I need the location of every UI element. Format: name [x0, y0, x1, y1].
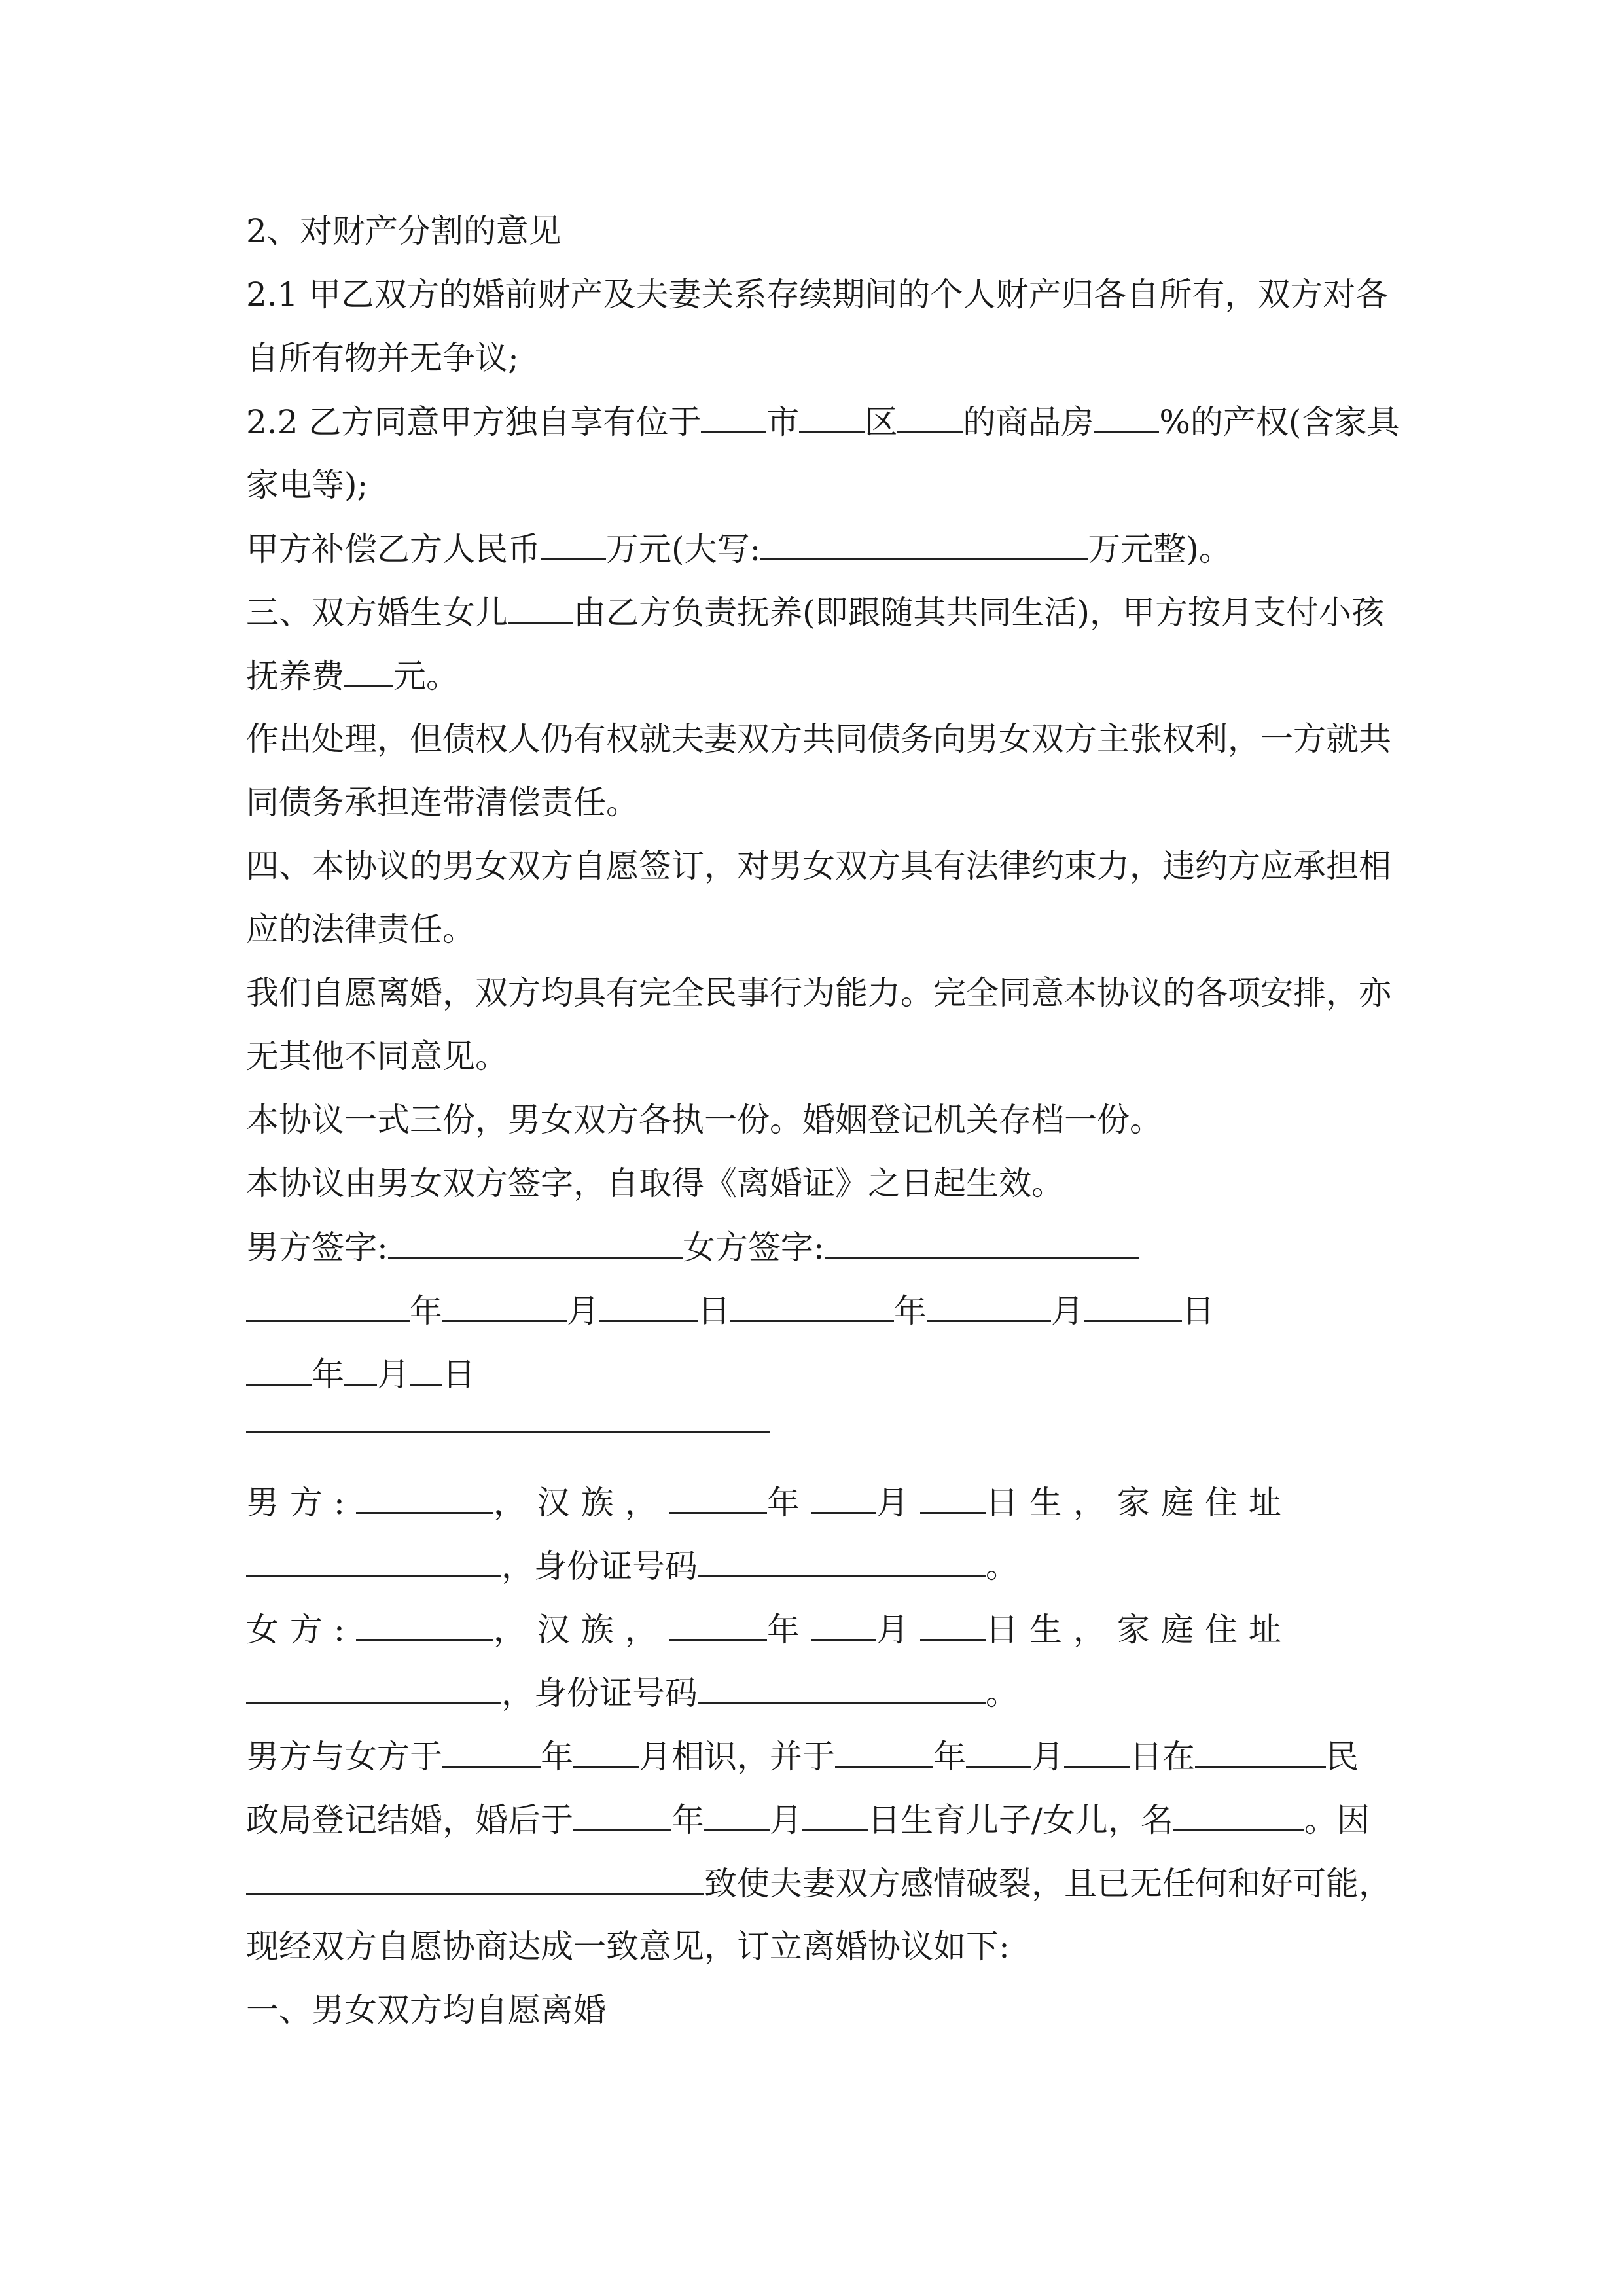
clause-4-line1: 四、本协议的男女双方自愿签订，对男女双方具有法律约束力，违约方应承担相 — [246, 847, 1391, 885]
text: 甲方补偿乙方人民币 — [246, 530, 541, 568]
blank-year — [246, 1351, 312, 1386]
text: 日 — [1182, 1292, 1215, 1330]
copies-line: 本协议一式三份，男女双方各执一份。婚姻登记机关存档一份。 — [246, 1101, 1162, 1139]
text: 由乙方负责抚养(即跟随其共同生活)，甲方按月支付小孩 — [573, 594, 1385, 632]
male-info-line1 — [246, 1479, 1293, 1525]
blank-city — [701, 399, 766, 433]
clause-2-1-line1: 2.1 甲乙双方的婚前财产及夫妻关系存续期间的个人财产归各自所有，双方对各 — [246, 276, 1389, 314]
blank-year — [246, 1287, 410, 1322]
blank-female-name — [356, 1606, 493, 1641]
text: ，汉族， — [493, 1484, 669, 1522]
blank-amount — [541, 526, 606, 560]
debt-line2: 同债务承担连带清偿责任。 — [246, 783, 639, 821]
text: 年 — [766, 1484, 811, 1522]
blank-day — [920, 1479, 986, 1514]
marriage-line2 — [246, 1797, 1370, 1842]
text: ，汉族， — [493, 1611, 669, 1649]
text: 月相识，并于 — [639, 1738, 835, 1776]
text: 年 — [312, 1355, 344, 1393]
blank-amount-words — [760, 526, 1088, 560]
text: 。因 — [1304, 1801, 1370, 1839]
voluntary-line1: 我们自愿离婚，双方均具有完全民事行为能力。完全同意本协议的各项安排，亦 — [246, 974, 1391, 1012]
male-signature-blank — [388, 1224, 683, 1259]
section-heading-property: 2、对财产分割的意见 — [246, 212, 562, 250]
text: 月 — [876, 1484, 920, 1522]
signature-line — [246, 1224, 1139, 1270]
text: 日在 — [1130, 1738, 1195, 1776]
blank-day — [410, 1351, 442, 1386]
text: 年 — [894, 1292, 927, 1330]
text: 日生，家庭住址 — [985, 1611, 1293, 1649]
text: 区 — [865, 403, 898, 441]
blank-child-name — [1173, 1797, 1304, 1831]
compensation-line — [246, 526, 1232, 571]
blank-month — [344, 1351, 377, 1386]
clause-1: 一、男女双方均自愿离婚 — [246, 1991, 606, 2029]
text: 男方: — [246, 1484, 356, 1522]
text: 民 — [1326, 1738, 1359, 1776]
clause-2-1-line2: 自所有物并无争议; — [246, 339, 519, 377]
blank-address — [897, 399, 963, 433]
voluntary-line2: 无其他不同意见。 — [246, 1037, 508, 1075]
female-signature-label: 女方签字: — [682, 1229, 825, 1266]
blank-month — [966, 1733, 1031, 1768]
marriage-line3 — [246, 1860, 1391, 1906]
text: 年 — [671, 1801, 704, 1839]
blank-year — [730, 1287, 894, 1322]
female-info-line2 — [246, 1670, 1018, 1715]
text: 日 — [698, 1292, 730, 1330]
text: 月 — [1031, 1738, 1064, 1776]
text: 日生育儿子/女儿，名 — [868, 1801, 1173, 1839]
blank-female-address — [246, 1670, 501, 1704]
blank-male-id — [698, 1543, 986, 1577]
agreement-intro: 现经双方自愿协商达成一致意见，订立离婚协议如下: — [246, 1928, 1010, 1965]
clause-2-2-line1 — [246, 399, 1399, 444]
text: 日生，家庭住址 — [985, 1484, 1293, 1522]
text: 市 — [766, 403, 800, 441]
marriage-line1 — [246, 1733, 1359, 1779]
blank-year — [442, 1733, 541, 1768]
blank-month — [573, 1733, 639, 1768]
text: 的商品房 — [963, 403, 1094, 441]
blank-daughter-name — [508, 589, 573, 624]
blank-male-name — [356, 1479, 493, 1514]
separator-rule — [246, 1431, 770, 1433]
text: 女方: — [246, 1611, 356, 1649]
blank-male-address — [246, 1543, 501, 1577]
blank-support-amount — [344, 653, 393, 687]
blank-year — [835, 1733, 933, 1768]
text: ，身份证号码 — [501, 1547, 698, 1585]
clause-4-line2: 应的法律责任。 — [246, 910, 475, 948]
blank-month — [811, 1606, 876, 1641]
blank-year — [669, 1606, 767, 1641]
text: 年 — [410, 1292, 442, 1330]
blank-percent — [1094, 399, 1159, 433]
blank-month — [442, 1287, 567, 1322]
blank-month — [811, 1479, 876, 1514]
text: 万元(大写: — [606, 530, 761, 568]
blank-year — [573, 1797, 671, 1831]
blank-female-id — [698, 1670, 986, 1704]
custody-line2 — [246, 653, 459, 698]
text: 男方与女方于 — [246, 1738, 442, 1776]
male-info-line2 — [246, 1543, 1018, 1588]
text: 年 — [766, 1611, 811, 1649]
text: 抚养费 — [246, 657, 344, 695]
text: 月 — [770, 1801, 802, 1839]
debt-line1: 作出处理，但债权人仍有权就夫妻双方共同债务向男女双方主张权利，一方就共 — [246, 720, 1391, 758]
text: 日 — [442, 1355, 475, 1393]
text: 政局登记结婚，婚后于 — [246, 1801, 573, 1839]
text: 2.2 乙方同意甲方独自享有位于 — [246, 403, 702, 441]
text: 元。 — [393, 657, 459, 695]
text: 致使夫妻双方感情破裂，且已无任何和好可能， — [704, 1865, 1391, 1903]
blank-month — [704, 1797, 770, 1831]
blank-district — [799, 399, 865, 433]
text: %的产权(含家具 — [1159, 403, 1400, 441]
effective-line: 本协议由男女双方签字，自取得《离婚证》之日起生效。 — [246, 1164, 1064, 1202]
blank-day — [920, 1606, 986, 1641]
blank-day — [599, 1287, 698, 1322]
text: 年 — [933, 1738, 966, 1776]
date-line — [246, 1351, 475, 1397]
blank-day — [1084, 1287, 1182, 1322]
text: 月 — [377, 1355, 410, 1393]
text: 月 — [567, 1292, 599, 1330]
clause-2-2-line2: 家电等); — [246, 466, 368, 504]
text: 月 — [876, 1611, 920, 1649]
female-info-line1 — [246, 1606, 1293, 1652]
male-signature-label: 男方签字: — [246, 1229, 388, 1266]
blank-reason — [246, 1860, 704, 1895]
text: 。 — [986, 1674, 1018, 1712]
signature-dates-line — [246, 1287, 1215, 1333]
text: 万元整)。 — [1088, 530, 1232, 568]
text: 月 — [1051, 1292, 1084, 1330]
blank-year — [669, 1479, 767, 1514]
custody-line1 — [246, 589, 1384, 635]
blank-day — [1064, 1733, 1130, 1768]
text: 三、双方婚生女儿 — [246, 594, 508, 632]
female-signature-blank — [825, 1224, 1139, 1259]
blank-day — [802, 1797, 868, 1831]
blank-month — [927, 1287, 1051, 1322]
text: 。 — [986, 1547, 1018, 1585]
text: ，身份证号码 — [501, 1674, 698, 1712]
blank-bureau — [1195, 1733, 1326, 1768]
text: 年 — [541, 1738, 573, 1776]
